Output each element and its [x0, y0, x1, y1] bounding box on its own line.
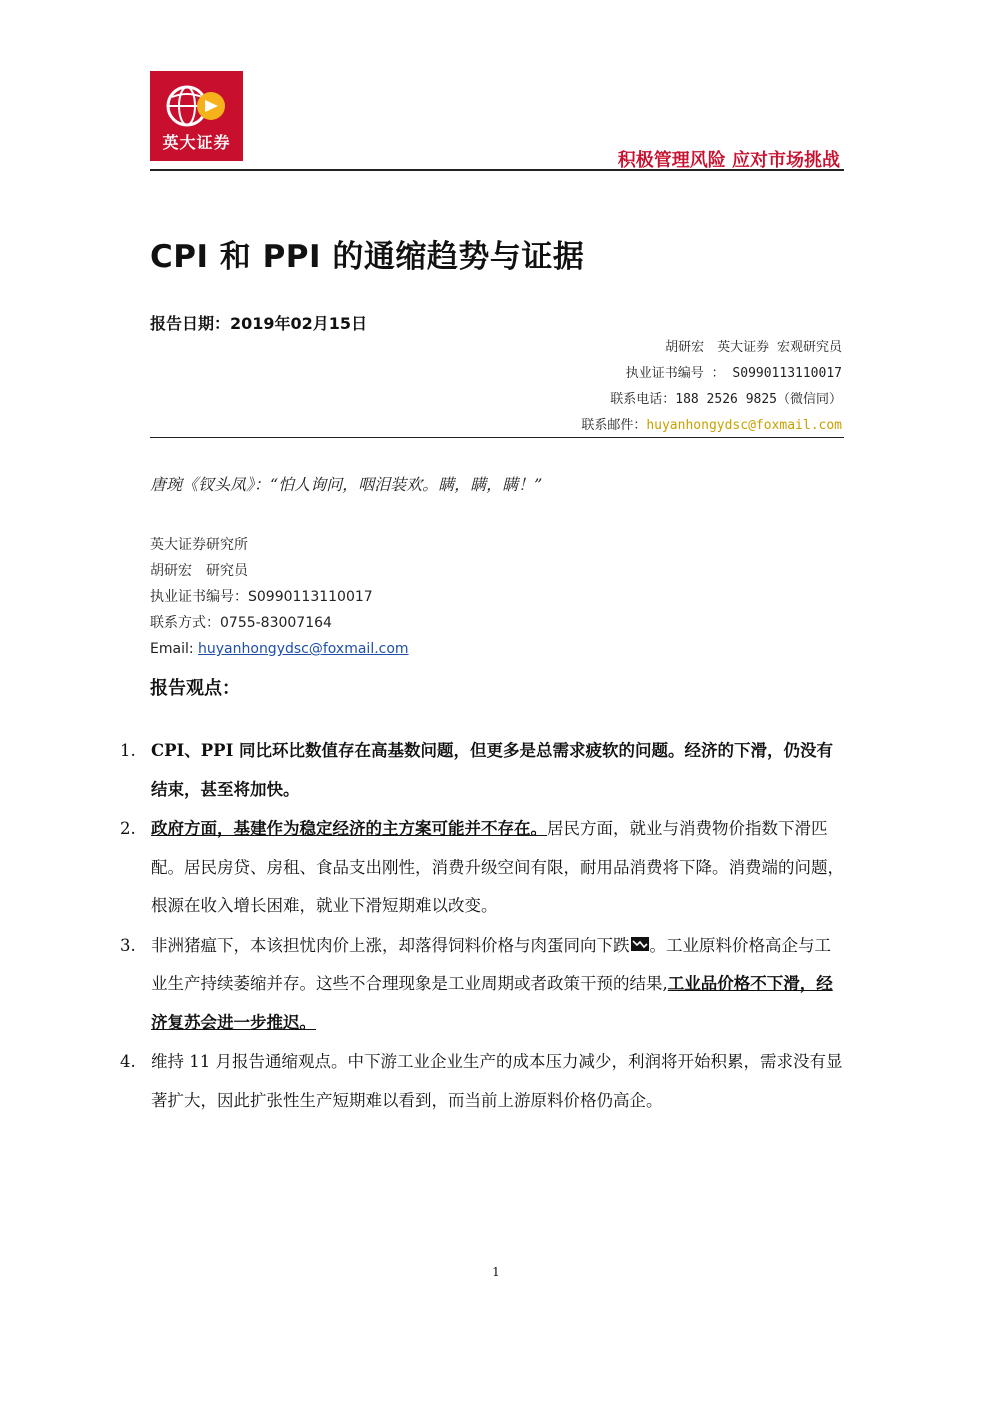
author-email-label: 联系邮件：: [581, 418, 647, 433]
list-item: [120, 810, 845, 926]
header-divider: [150, 169, 844, 171]
company-logo: [150, 71, 243, 161]
list-number: 3.: [120, 935, 136, 955]
author-info: [581, 335, 842, 439]
point-emphasis: 政府方面，基建作为稳定经济的主方案可能并不存在。: [151, 819, 547, 838]
list-number: 4.: [120, 1052, 136, 1072]
info-divider: [150, 437, 844, 438]
list-number: 1.: [120, 741, 136, 760]
list-item: [120, 732, 845, 809]
contact-phone: 联系方式：0755-83007164: [150, 615, 332, 631]
contact-org: 英大证券研究所: [150, 537, 248, 553]
page-number: 1: [492, 1265, 500, 1279]
point-text-cont: 。工业原料价格高企与工业生产持续萎缩并存。这些不合理现象是工业周期或者政策干预的结果,: [151, 935, 831, 994]
point-emphasis: 工业品价格不下滑，经济复苏会进一步推迟。: [151, 974, 833, 1032]
report-date: 报告日期：2019年02月15日: [150, 314, 368, 333]
list-item: [120, 1043, 845, 1120]
contact-email-line: [150, 636, 409, 662]
author-email[interactable]: huyanhongydsc@foxmail.com: [646, 418, 842, 433]
points-list: [120, 732, 845, 1121]
header-slogan: 积极管理风险 应对市场挑战: [617, 150, 840, 171]
author-email-line: [581, 413, 842, 439]
logo-text: 英大证券: [162, 133, 231, 152]
list-item: [120, 927, 845, 1043]
point-text: 非洲猪瘟下，本该担忧肉价上涨，却落得饲料价格与肉蛋同向下跌: [151, 935, 630, 955]
points-heading: 报告观点：: [150, 678, 240, 699]
globe-arrow-icon: [164, 81, 230, 131]
point-text: 居民方面，就业与消费物价指数下滑匹配。居民房贷、房租、食品支出刚性，消费升级空间有限，耐用品消费将下降。消费端的问题，根源在收入增长困难，就业下滑短期难以改变。: [151, 819, 844, 915]
report-title: CPI 和 PPI 的通缩趋势与证据: [150, 239, 585, 275]
list-number: 2.: [120, 819, 136, 838]
point-text: 维持 11 月报告通缩观点。中下游工业企业生产的成本压力减少，利润将开始积累，需求没有显著扩大，因此扩张性生产短期难以看到，而当前上游原料价格仍高企。: [151, 1052, 843, 1110]
contact-block: [150, 532, 409, 662]
author-name-title: 胡研宏 英大证券 宏观研究员: [665, 340, 842, 355]
author-cert: 执业证书编号 ： S0990113110017: [625, 366, 842, 381]
author-phone: 联系电话：188 2526 9825（微信同）: [610, 392, 842, 407]
contact-person: 胡研宏 研究员: [150, 563, 248, 579]
point-text: CPI、PPI 同比环比数值存在高基数问题，但更多是总需求疲软的问题。经济的下滑，仍没有结束，甚至将加快。: [151, 741, 834, 799]
contact-email-label: Email:: [150, 641, 199, 657]
downtrend-chart-icon: [631, 927, 649, 966]
contact-cert: 执业证书编号：S0990113110017: [150, 589, 373, 605]
epigraph-quote: 唐琬《钗头凤》：“怕人询问，咽泪装欢。瞒，瞒，瞒！”: [150, 475, 543, 494]
contact-email-link[interactable]: huyanhongydsc@foxmail.com: [198, 641, 409, 657]
